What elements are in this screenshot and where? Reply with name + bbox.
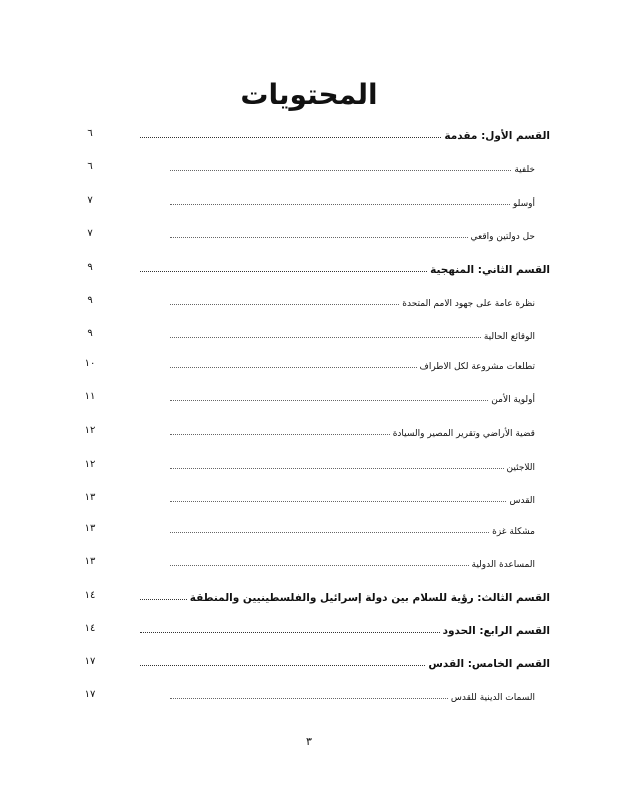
toc-entry[interactable] — [140, 652, 550, 670]
toc-entry[interactable] — [170, 157, 535, 175]
toc-entry-title: القسم الثاني: المنهجية — [430, 264, 550, 276]
toc-entry-title: القسم الخامس: القدس — [428, 658, 550, 670]
toc-entry[interactable] — [170, 519, 535, 537]
toc-entry-page: ١٣ — [84, 556, 96, 567]
dot-leader — [140, 632, 440, 633]
toc-entry[interactable] — [140, 586, 550, 604]
toc-entry[interactable] — [170, 685, 535, 703]
dot-leader — [170, 337, 481, 338]
toc-entry-page: ١٧ — [84, 656, 96, 667]
toc-entry[interactable] — [170, 324, 535, 342]
dot-leader — [170, 204, 510, 205]
toc-entry-page: ١٢ — [84, 459, 96, 470]
toc-entry-title: تطلعات مشروعة لكل الاطراف — [419, 362, 535, 372]
toc-entry-page: ١٠ — [84, 358, 96, 369]
toc-entry-title: القسم الرابع: الحدود — [442, 625, 550, 637]
toc-entry-page: ٦ — [87, 161, 93, 172]
toc-entry[interactable] — [170, 191, 535, 209]
toc-entry-page: ١٤ — [84, 623, 96, 634]
page-title: المحتويات — [240, 78, 378, 111]
toc-entry-title: السمات الدينية للقدس — [450, 693, 535, 703]
toc-entry[interactable] — [170, 387, 535, 405]
dot-leader — [170, 434, 390, 435]
toc-entry-title: القسم الثالث: رؤية للسلام بين دولة إسرائيل والفلسطينيين والمنطقة — [189, 592, 550, 604]
dot-leader — [140, 665, 425, 666]
toc-entry[interactable] — [170, 354, 535, 372]
toc-entry[interactable] — [170, 552, 535, 570]
toc-entry-title: القسم الأول: مقدمة — [444, 130, 550, 142]
toc-entry-title: أوسلو — [512, 199, 535, 209]
dot-leader — [140, 599, 187, 600]
toc-entry-title: خلفية — [514, 165, 535, 175]
toc-entry-title: قضية الأراضي وتقرير المصير والسيادة — [392, 429, 535, 439]
dot-leader — [170, 698, 448, 699]
toc-entry-page: ٧ — [87, 195, 93, 206]
toc-entry[interactable] — [140, 124, 550, 142]
toc-entry[interactable] — [170, 455, 535, 473]
toc-entry[interactable] — [170, 488, 535, 506]
toc-entry-title: اللاجئين — [506, 463, 535, 473]
toc-entry-page: ٧ — [87, 228, 93, 239]
toc-entry-title: نظرة عامة على جهود الامم المتحدة — [402, 299, 535, 309]
dot-leader — [140, 271, 427, 272]
dot-leader — [170, 237, 468, 238]
dot-leader — [170, 565, 469, 566]
toc-entry-page: ١٢ — [84, 425, 96, 436]
dot-leader — [170, 501, 506, 502]
toc-entry-title: مشكلة غزة — [492, 527, 535, 537]
toc-entry[interactable] — [170, 421, 535, 439]
toc-entry-page: ١٧ — [84, 689, 96, 700]
toc-entry-title: حل دولتين واقعي — [470, 232, 535, 242]
toc-entry-title: الوقائع الحالية — [483, 332, 535, 342]
toc-entry-page: ١١ — [84, 391, 96, 402]
toc-entry[interactable] — [140, 619, 550, 637]
dot-leader — [170, 400, 488, 401]
toc-entry-page: ٦ — [87, 128, 93, 139]
dot-leader — [170, 468, 504, 469]
dot-leader — [170, 304, 399, 305]
toc-entry-title: المساعدة الدولية — [471, 560, 535, 570]
toc-entry-page: ١٣ — [84, 523, 96, 534]
toc-entry-page: ٩ — [87, 328, 93, 339]
page-number: ٣ — [306, 735, 312, 748]
toc-entry-page: ١٤ — [84, 590, 96, 601]
toc-entry-title: أولوية الأمن — [491, 395, 535, 405]
dot-leader — [170, 532, 489, 533]
toc-entry-title: القدس — [509, 496, 535, 506]
toc-entry-page: ٩ — [87, 262, 93, 273]
toc-entry[interactable] — [170, 224, 535, 242]
toc-entry-page: ١٣ — [84, 492, 96, 503]
dot-leader — [170, 367, 417, 368]
toc-entry[interactable] — [140, 258, 550, 276]
dot-leader — [140, 137, 441, 138]
dot-leader — [170, 170, 511, 171]
toc-entry[interactable] — [170, 291, 535, 309]
toc-entry-page: ٩ — [87, 295, 93, 306]
